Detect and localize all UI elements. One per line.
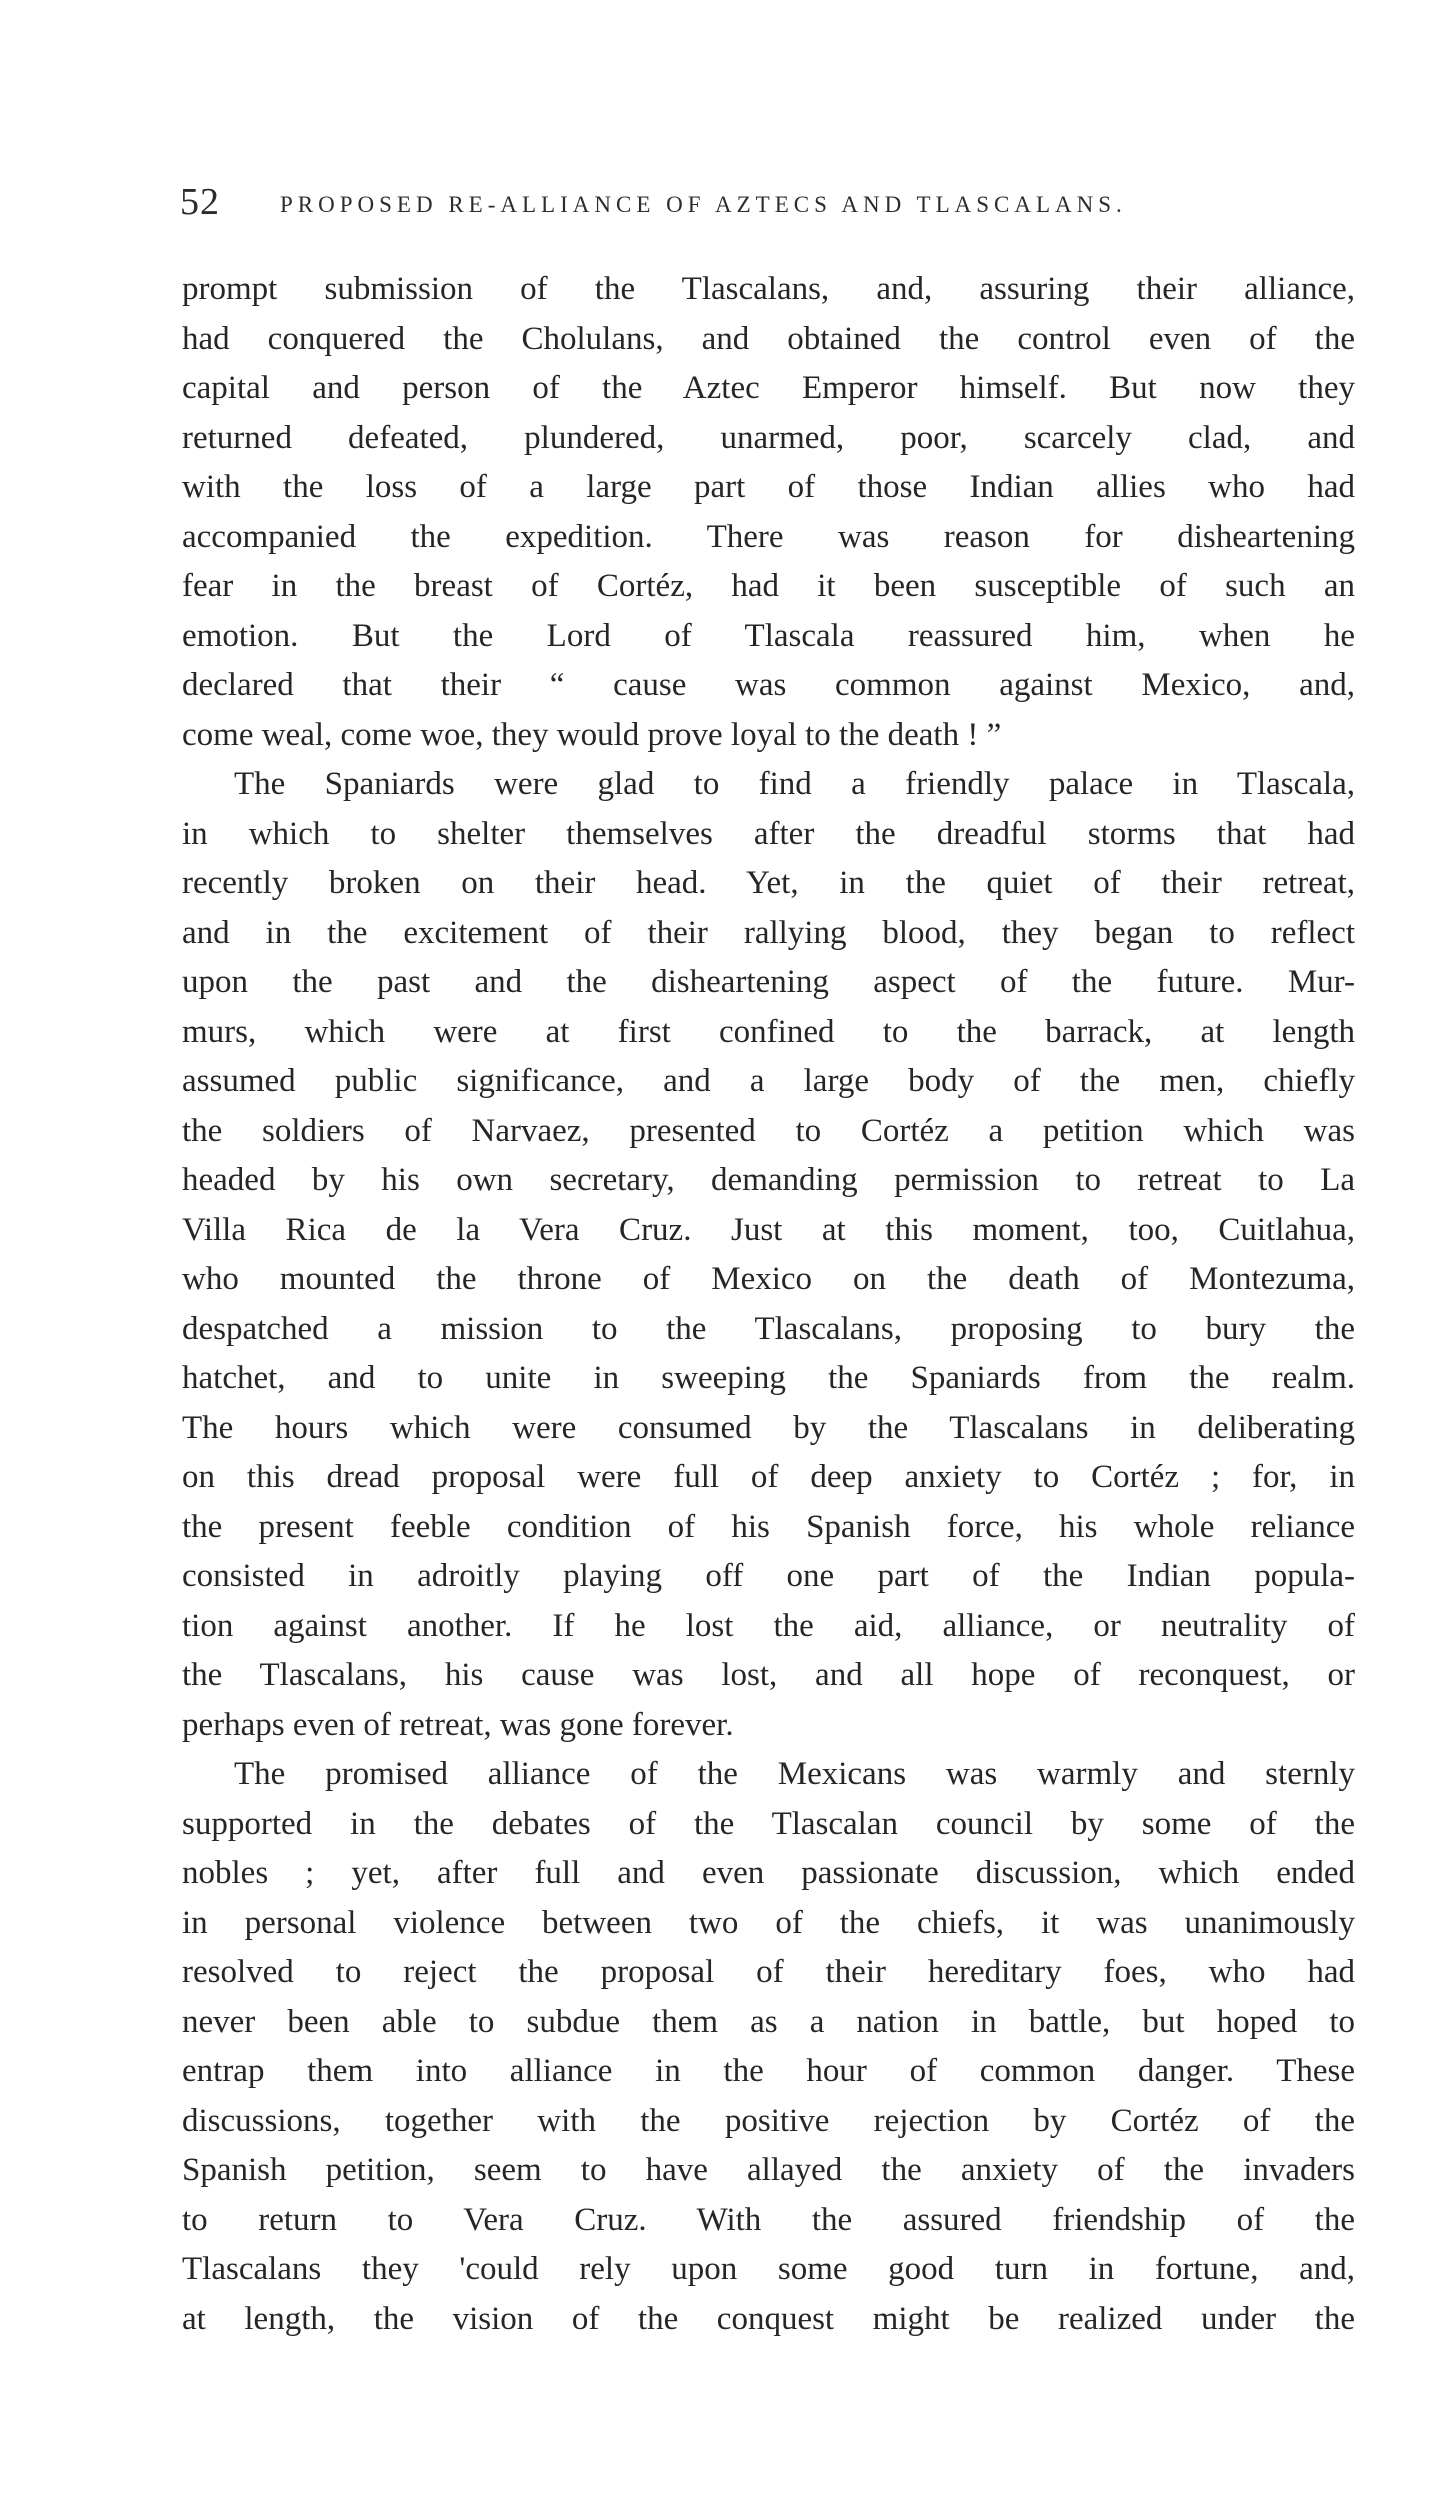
text-line: to return to Vera Cruz. With the assured friendship of the [182,2201,1355,2238]
text-line: on this dread proposal were full of deep anxiety to Cortéz ; for, in [182,1459,1355,1495]
text-line: despatched a mission to the Tlascalans, proposing to bury the [182,1310,1355,1347]
text-line: fear in the breast of Cortéz, had it been susceptible of such an [182,568,1355,604]
text-line: the soldiers of Narvaez, presented to Cortéz a petition which was [182,1112,1355,1149]
text-line: consisted in adroitly playing off one part of the Indian popula- [182,1558,1355,1594]
text-line: and in the excitement of their rallying blood, they began to reflect [182,914,1355,951]
text-line: never been able to subdue them as a nation in battle, but hoped to [182,2003,1355,2040]
text-line: Tlascalans they 'could rely upon some good turn in fortune, and, [182,2251,1355,2287]
page-number: 52 [180,181,220,223]
text-line: the present feeble condition of his Spanish force, his whole reliance [182,1508,1355,1545]
text-line: resolved to reject the proposal of their hereditary foes, who had [182,1954,1355,1990]
text-line: perhaps even of retreat, was gone forever. [182,1706,734,1743]
text-line: with the loss of a large part of those Indian allies who had [182,469,1355,505]
text-line: Spanish petition, seem to have allayed the anxiety of the invaders [182,2152,1355,2188]
text-line: upon the past and the disheartening aspect of the future. Mur- [182,964,1355,1000]
text-line: emotion. But the Lord of Tlascala reassured him, when he [182,617,1355,654]
text-line: discussions, together with the positive rejection by Cortéz of the [182,2102,1355,2139]
text-line: in which to shelter themselves after the dreadful storms that had [182,815,1355,852]
text-line: supported in the debates of the Tlascalan council by some of the [182,1805,1355,1842]
text-line: declared that their “ cause was common against Mexico, and, [182,667,1355,703]
text-line: in personal violence between two of the chiefs, it was unanimously [182,1904,1355,1941]
text-line: The promised alliance of the Mexicans was warmly and sternly [234,1756,1355,1792]
text-line: recently broken on their head. Yet, in the quiet of their retreat, [182,865,1355,901]
text-line: the Tlascalans, his cause was lost, and all hope of reconquest, or [182,1657,1355,1693]
text-line: headed by his own secretary, demanding permission to retreat to La [182,1162,1355,1198]
body-text [182,265,1355,2344]
text-line: returned defeated, plundered, unarmed, poor, scarcely clad, and [182,419,1355,456]
text-line: The hours which were consumed by the Tlascalans in deliberating [182,1409,1355,1446]
text-line: at length, the vision of the conquest might be realized under the [182,2300,1355,2337]
page-header [180,180,1280,240]
text-line: nobles ; yet, after full and even passionate discussion, which ended [182,1855,1355,1891]
text-line: who mounted the throne of Mexico on the death of Montezuma, [182,1261,1355,1297]
running-head: PROPOSED RE-ALLIANCE OF AZTECS AND TLASCALANS. [280,192,1127,217]
text-line: Villa Rica de la Vera Cruz. Just at this moment, too, Cuitlahua, [182,1211,1355,1248]
text-line: hatchet, and to unite in sweeping the Spaniards from the realm. [182,1360,1355,1396]
text-line: had conquered the Cholulans, and obtained the control even of the [182,320,1355,357]
text-line: The Spaniards were glad to find a friendly palace in Tlascala, [234,766,1355,802]
text-line: capital and person of the Aztec Emperor himself. But now they [182,370,1355,406]
text-line: assumed public significance, and a large body of the men, chiefly [182,1063,1355,1099]
text-line: tion against another. If he lost the aid, alliance, or neutrality of [182,1607,1355,1644]
text-line: come weal, come woe, they would prove loyal to the death ! ” [182,716,1002,753]
text-line: prompt submission of the Tlascalans, and, assuring their alliance, [182,271,1355,307]
text-line: murs, which were at first confined to the barrack, at length [182,1013,1355,1050]
text-line: accompanied the expedition. There was reason for disheartening [182,518,1355,555]
text-line: entrap them into alliance in the hour of common danger. These [182,2053,1355,2089]
